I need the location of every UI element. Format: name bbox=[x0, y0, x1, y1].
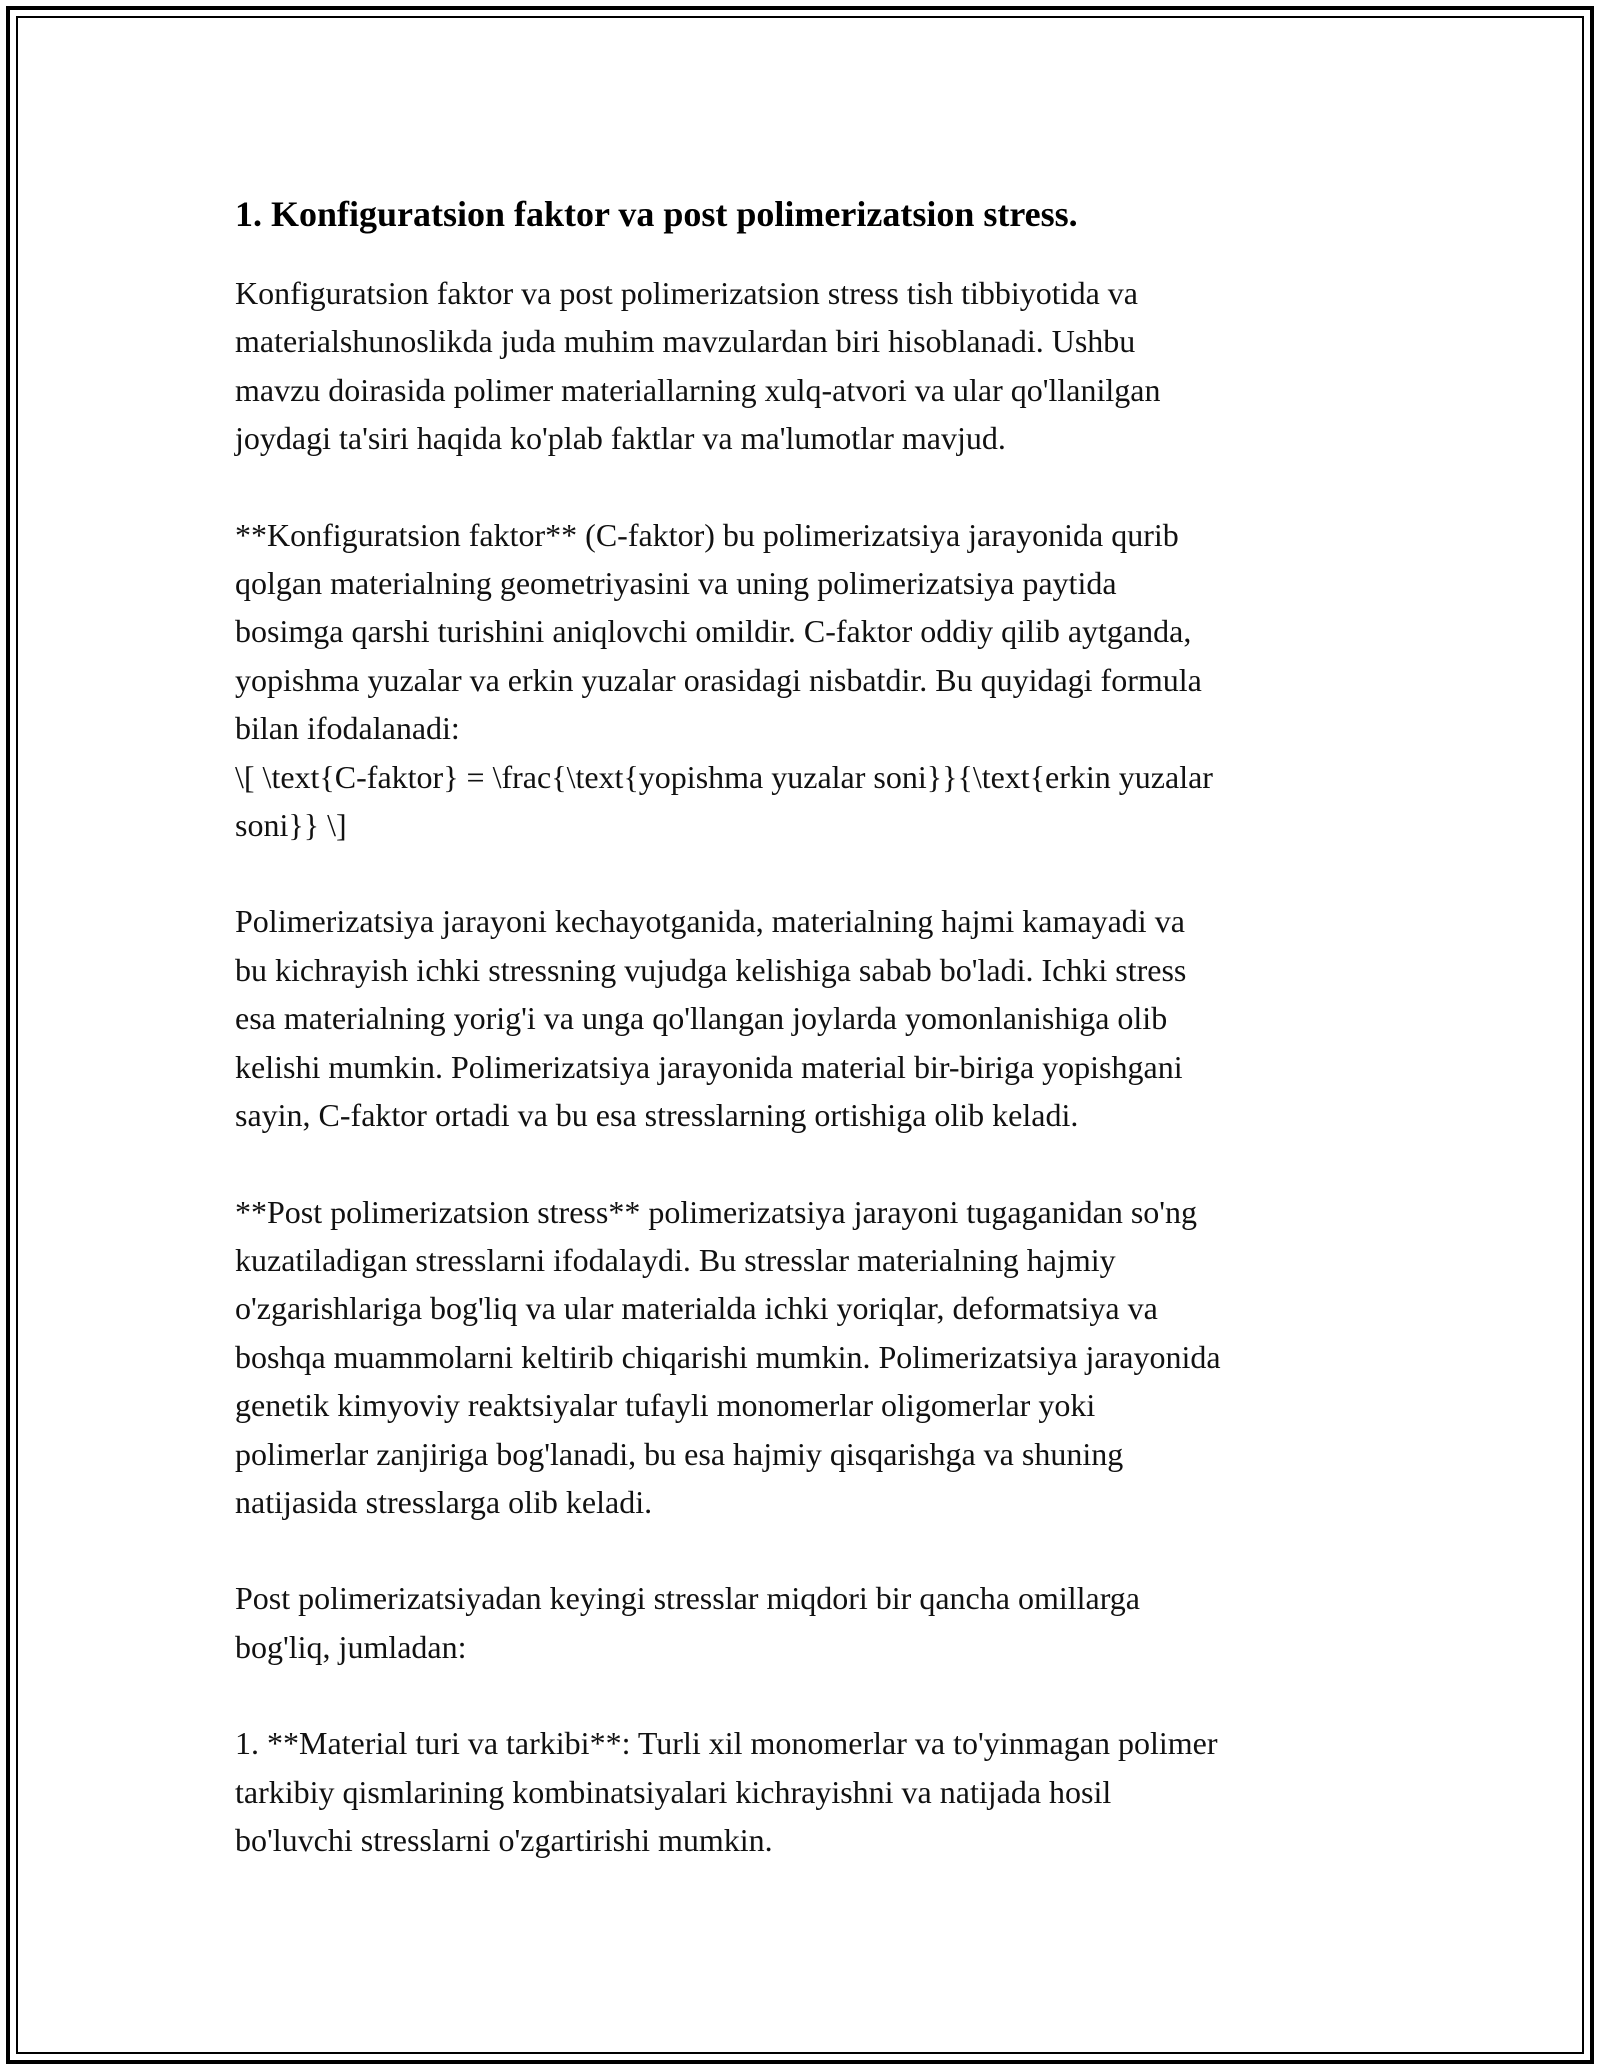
paragraph-c-factor bbox=[235, 511, 1370, 850]
text-line: sayin, C-faktor ortadi va bu esa stresslarning ortishiga olib keladi. bbox=[235, 1097, 1079, 1134]
paragraph-shrinkage bbox=[235, 897, 1370, 1139]
text-line: joydagi ta'siri haqida ko'plab faktlar va ma'lumotlar mavjud. bbox=[235, 420, 1006, 457]
text-line: bog'liq, jumladan: bbox=[235, 1628, 467, 1665]
text-line: 1. **Material turi va tarkibi**: Turli xil monomerlar va to'yinmagan polimer bbox=[235, 1725, 1218, 1762]
text-line: tarkibiy qismlarining kombinatsiyalari kichrayishni va natijada hosil bbox=[235, 1773, 1112, 1810]
document-body bbox=[235, 188, 1370, 1912]
text-line: bo'luvchi stresslarni o'zgartirishi mumkin. bbox=[235, 1821, 773, 1858]
text-line: o'zgarishlariga bog'liq va ular materialda ichki yoriqlar, deformatsiya va bbox=[235, 1290, 1158, 1327]
formula-line: \[ \text{C-faktor} = \frac{\text{yopishma yuzalar soni}}{\text{erkin yuzalar bbox=[235, 758, 1213, 795]
text-line: bosimga qarshi turishini aniqlovchi omildir. C-faktor oddiy qilib aytganda, bbox=[235, 613, 1192, 650]
paragraph-intro bbox=[235, 269, 1370, 463]
text-line: boshqa muammolarni keltirib chiqarishi mumkin. Polimerizatsiya jarayonida bbox=[235, 1338, 1221, 1375]
text-line: kelishi mumkin. Polimerizatsiya jarayonida material bir-biriga yopishgani bbox=[235, 1048, 1183, 1085]
text-line: Post polimerizatsiyadan keyingi stresslar miqdori bir qancha omillarga bbox=[235, 1580, 1140, 1617]
text-line: Konfiguratsion faktor va post polimerizatsion stress tish tibbiyotida va bbox=[235, 275, 1138, 311]
text-line: qolgan materialning geometriyasini va uning polimerizatsiya paytida bbox=[235, 565, 1117, 602]
text-line: **Post polimerizatsion stress** polimerizatsiya jarayoni tugaganidan so'ng bbox=[235, 1193, 1198, 1230]
text-line: kuzatiladigan stresslarni ifodalaydi. Bu stresslar materialning hajmiy bbox=[235, 1241, 1116, 1278]
text-line: genetik kimyoviy reaktsiyalar tufayli monomerlar oligomerlar yoki bbox=[235, 1387, 1096, 1424]
list-item-material bbox=[235, 1719, 1370, 1864]
text-line: bu kichrayish ichki stressning vujudga kelishiga sabab bo'ladi. Ichki stress bbox=[235, 951, 1187, 988]
text-line: polimerlar zanjiriga bog'lanadi, bu esa hajmiy qisqarishga va shuning bbox=[235, 1435, 1124, 1472]
text-line: materialshunoslikda juda muhim mavzulardan biri hisoblanadi. Ushbu bbox=[235, 323, 1136, 360]
formula-line: soni}} \] bbox=[235, 807, 347, 844]
text-line: **Konfiguratsion faktor** (C-faktor) bu polimerizatsiya jarayonida qurib bbox=[235, 516, 1179, 553]
paragraph-factors-intro bbox=[235, 1574, 1370, 1671]
text-line: Polimerizatsiya jarayoni kechayotganida, materialning hajmi kamayadi va bbox=[235, 903, 1185, 940]
text-line: bilan ifodalanadi: bbox=[235, 710, 460, 747]
document-heading: 1. Konfiguratsion faktor va post polimerizatsion stress. bbox=[235, 194, 1078, 234]
text-line: esa materialning yorig'i va unga qo'llangan joylarda yomonlanishiga olib bbox=[235, 1000, 1168, 1037]
text-line: natijasida stresslarga olib keladi. bbox=[235, 1483, 653, 1520]
text-line: mavzu doirasida polimer materiallarning xulq-atvori va ular qo'llanilgan bbox=[235, 371, 1161, 408]
paragraph-post-stress bbox=[235, 1188, 1370, 1527]
text-line: yopishma yuzalar va erkin yuzalar orasidagi nisbatdir. Bu quyidagi formula bbox=[235, 661, 1202, 698]
